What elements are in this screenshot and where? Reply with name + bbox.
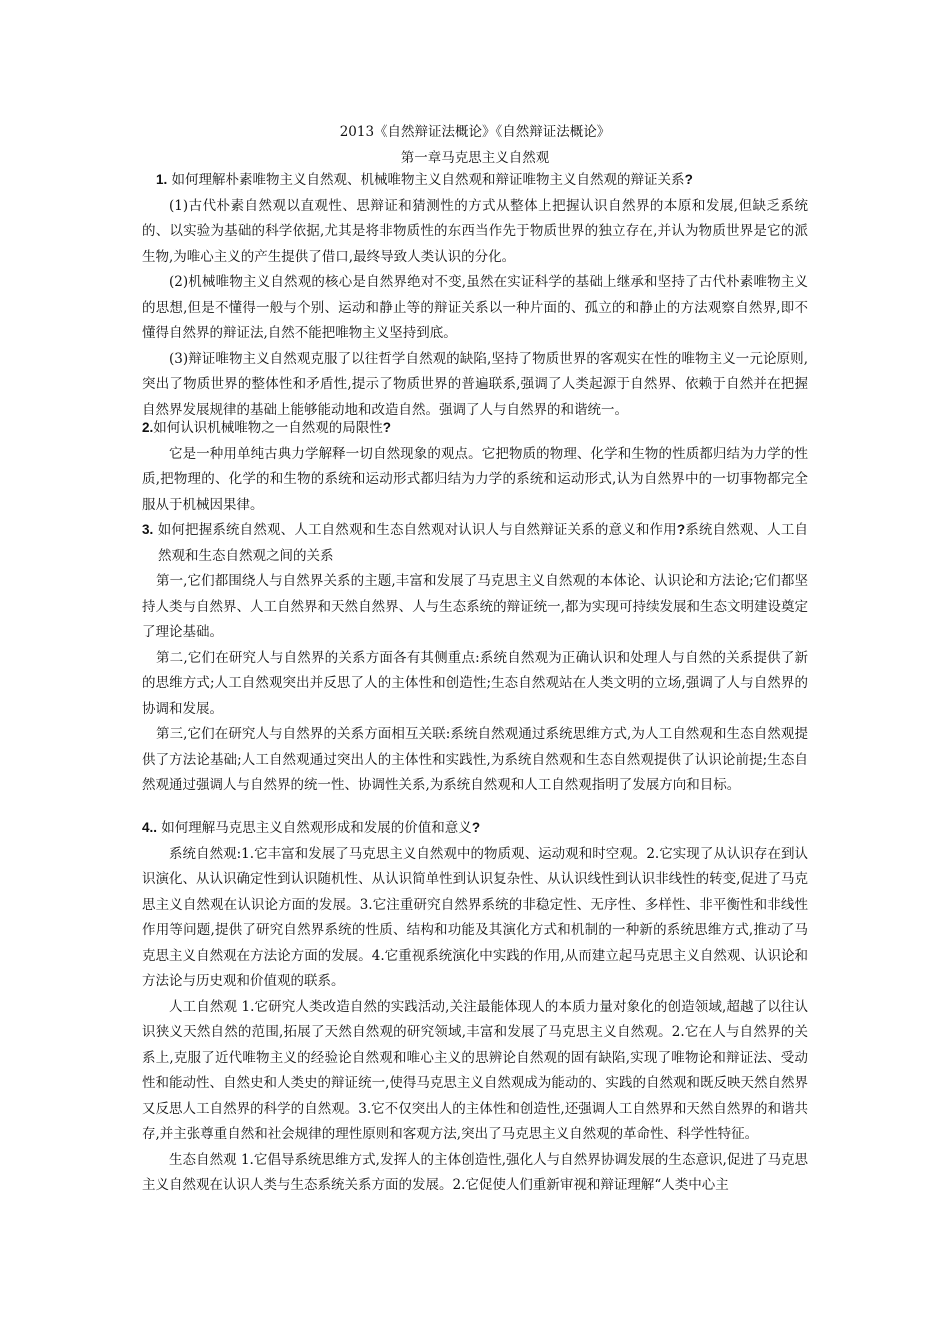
question-1-heading (142, 167, 808, 194)
paragraph: 它是一种用单纯古典力学解释一切自然现象的观点。它把物质的物理、化学和生物的性质都归结为力学的性质,把物理的、化学的和生物的系统和运动形式都归结为力学的系统和运动形式,认为自然界中的一切事物都完全服从于机械因果律。 (142, 445, 808, 513)
question-number: 4.. (142, 820, 158, 835)
paragraph: 生态自然观 1.它倡导系统思维方式,发挥人的主体创造性,强化人与自然界协调发展的生态意识,促进了马克思主义自然观在认识人类与生态系统关系方面的发展。2.它促使人们重新审视和辩证理解“人类中心主 (142, 1151, 808, 1193)
question-mark: ? (676, 522, 686, 537)
question-text: 系统自然观、人工自然观和生态自然观之间的关系 (158, 522, 809, 564)
paragraph: 第二,它们在研究人与自然界的关系方面各有其侧重点:系统自然观为正确认识和处理人与自然的关系提供了新的思维方式;人工自然观突出并反思了人的主体性和创造性;生态自然观站在人类文明的立场,强调了人与自然界的协调和发展。 (142, 649, 808, 717)
question-text: 如何理解朴素唯物主义自然观、机械唯物主义自然观和辩证唯物主义自然观的辩证关系 (167, 172, 685, 188)
question-4-heading (142, 815, 808, 842)
question-text: 如何理解马克思主义自然观形成和发展的价值和意义 (157, 820, 472, 836)
paragraph: 第三,它们在研究人与自然界的关系方面相互关联:系统自然观通过系统思维方式,为人工自然观和生态自然观提供了方法论基础;人工自然观通过突出人的主体性和实践性,为系统自然观和生态自然观提供了认识论前提;生态自然观通过强调人与自然界的统一性、协调性关系,为系统自然观和人工自然观指明了发展方向和目标。 (142, 726, 808, 793)
question-4-section (142, 815, 808, 1199)
paragraph: (3)辩证唯物主义自然观克服了以往哲学自然观的缺陷,坚持了物质世界的客观实在性的唯物主义一元论原则,突出了物质世界的整体性和矛盾性,提示了物质世界的普遍联系,强调了人类起源于自然界、依赖于自然并在把握自然界发展规律的基础上能够能动地和改造自然。强调了人与自然界的和谐统一。 (142, 350, 808, 418)
question-text: 如何认识机械唯物之一自然观的局限性 (153, 420, 383, 436)
question-3-heading (142, 517, 808, 569)
paragraph: 系统自然观:1.它丰富和发展了马克思主义自然观中的物质观、运动观和时空观。2.它实现了从认识存在到认识演化、从认识确定性到认识随机性、从认识简单性到认识复杂性、从认识线性到认识非线性的转变,促进了马克思主义自然观在认识论方面的发展。3.它注重研究自然界系统的非稳定性、无序性、多样性、非平衡性和非线性作用等问题,提供了研究自然界系统的性质、结构和功能及其演化方式和机制的一种新的系统思维方式,推动了马克思主义自然观在方法论方面的发展。4.它重视系统演化中实践的作用,从而建立起马克思主义自然观、认识论和方法论与历史观和价值观的联系。 (142, 845, 808, 989)
question-mark: ? (684, 172, 693, 187)
document-title: 2013《自然辩证法概论》《自然辩证法概论》 (339, 124, 611, 140)
paragraph: (2)机械唯物主义自然观的核心是自然界绝对不变,虽然在实证科学的基础上继承和坚持了古代朴素唯物主义的思想,但是不懂得一般与个别、运动和静止等的辩证关系以一种片面的、孤立的和静止的方法观察自然界,即不懂得自然界的辩证法,自然不能把唯物主义坚持到底。 (142, 274, 808, 341)
question-1-section (142, 167, 808, 423)
question-mark: ? (471, 820, 481, 835)
question-2-section (142, 415, 808, 518)
question-number: 3. (142, 522, 154, 537)
chapter-title: 第一章马克思主义自然观 (400, 150, 550, 166)
question-2-heading (142, 415, 808, 442)
question-text: 如何把握系统自然观、人工自然观和生态自然观对认识人与自然辩证关系的意义和作用 (153, 522, 677, 538)
paragraph: 第一,它们都围绕人与自然界关系的主题,丰富和发展了马克思主义自然观的本体论、认识论和方法论;它们都坚持人类与自然界、人工自然界和天然自然界、人与生态系统的辩证统一,都为实现可持续发展和生态文明建设奠定了理论基础。 (142, 573, 808, 640)
question-number: 1. (156, 172, 168, 187)
question-mark: ? (382, 420, 392, 435)
paragraph: 人工自然观 1.它研究人类改造自然的实践活动,关注最能体现人的本质力量对象化的创造领域,超越了以往认识狭义天然自然的范围,拓展了天然自然观的研究领域,丰富和发展了马克思主义自然观。2.它在人与自然界的关系上,克服了近代唯物主义的经验论自然观和唯心主义的思辨论自然观的固有缺陷,实现了唯物论和辩证法、受动性和能动性、自然史和人类史的辩证统一,使得马克思主义自然观成为能动的、实践的自然观和既反映天然自然界又反思人工自然界的科学的自然观。3.它不仅突出人的主体性和创造性,还强调人工自然界和天然自然界的和谐共存,并主张尊重自然和社会规律的理性原则和客观方法,突出了马克思主义自然观的革命性、科学性特征。 (142, 998, 808, 1142)
question-number: 2. (142, 420, 154, 435)
paragraph: (1)古代朴素自然观以直观性、思辩证和猜测性的方式从整体上把握认识自然界的本原和发展,但缺乏系统的、以实验为基础的科学依据,尤其是将非物质性的东西当作先于物质世界的独立存在,并认为物质世界是它的派生物,为唯心主义的产生提供了借口,最终导致人类认识的分化。 (142, 197, 808, 265)
question-3-section (142, 517, 808, 799)
